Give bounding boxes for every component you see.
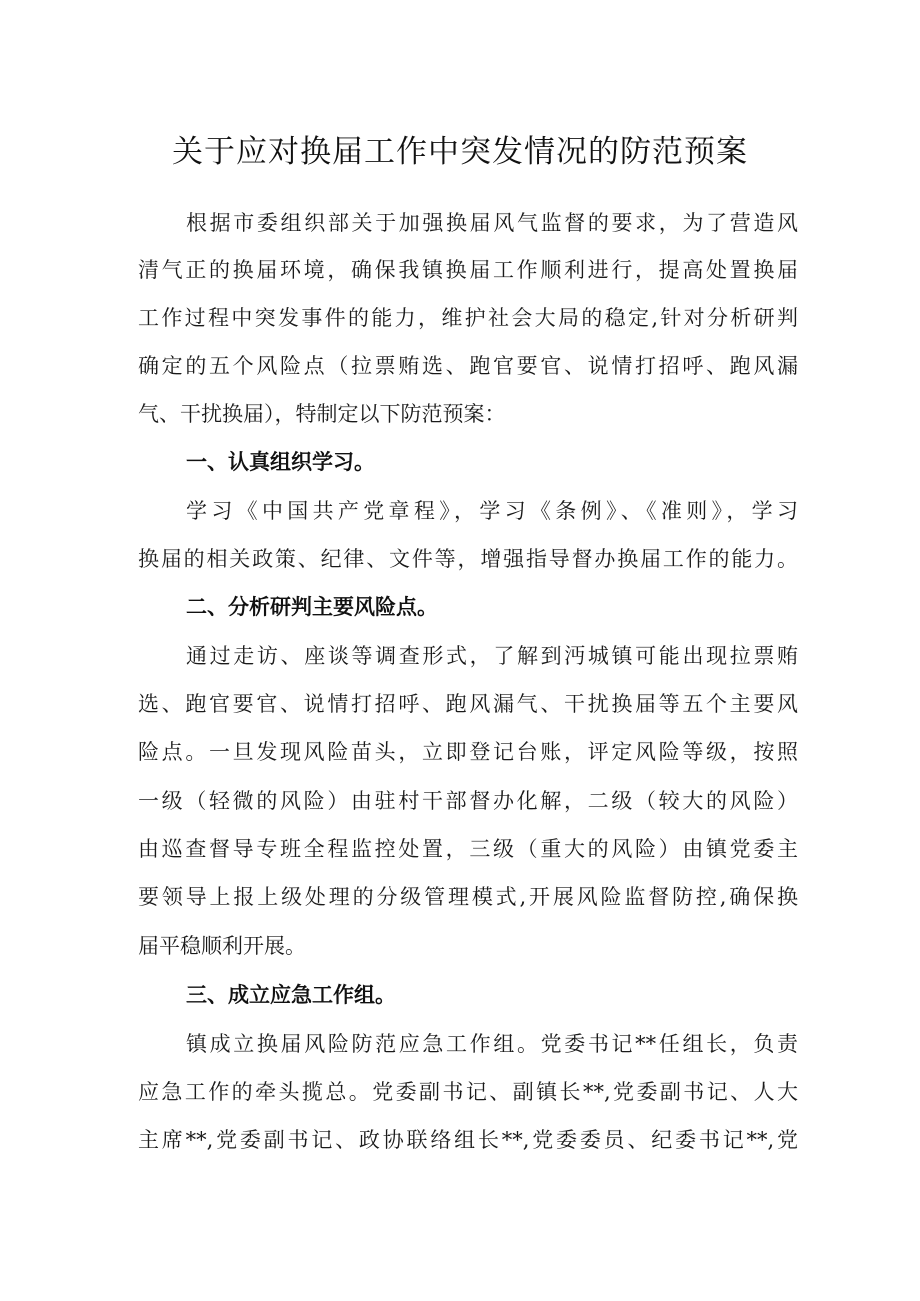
section-line: 主席**,党委副书记、政协联络组长**,党委委员、纪委书记**,党 xyxy=(138,1128,798,1152)
section-line: 选、跑官要官、说情打招呼、跑风漏气、干扰换届等五个主要风 xyxy=(138,692,798,716)
section-heading: 二、分析研判主要风险点。 xyxy=(186,595,438,619)
intro-line: 清气正的换届环境，确保我镇换届工作顺利进行，提高处置换届 xyxy=(138,258,798,282)
section-line: 通过走访、座谈等调查形式，了解到沔城镇可能出现拉票贿 xyxy=(186,644,798,668)
intro-line: 气、干扰换届），特制定以下防范预案： xyxy=(138,402,506,426)
section-line: 换届的相关政策、纪律、文件等，增强指导督办换届工作的能力。 xyxy=(138,547,798,571)
section-line: 险点。一旦发现风险苗头，立即登记台账，评定风险等级，按照 xyxy=(138,740,798,764)
section-line: 镇成立换届风险防范应急工作组。党委书记**任组长，负责 xyxy=(186,1032,798,1056)
section-line: 应急工作的牵头揽总。党委副书记、副镇长**,党委副书记、人大 xyxy=(138,1080,798,1104)
section-heading: 三、成立应急工作组。 xyxy=(186,983,396,1007)
intro-line: 确定的五个风险点（拉票贿选、跑官要官、说情打招呼、跑风漏 xyxy=(138,354,798,378)
section-heading: 一、认真组织学习。 xyxy=(186,450,375,474)
intro-line: 工作过程中突发事件的能力，维护社会大局的稳定,针对分析研判 xyxy=(138,306,798,330)
section-line: 学习《中国共产党章程》，学习《条例》、《准则》，学习 xyxy=(186,499,798,523)
section-line: 由巡查督导专班全程监控处置，三级（重大的风险）由镇党委主 xyxy=(138,837,798,861)
section-line: 要领导上报上级处理的分级管理模式,开展风险监督防控,确保换 xyxy=(138,885,798,909)
document-title: 关于应对换届工作中突发情况的防范预案 xyxy=(172,134,748,170)
section-line: 一级（轻微的风险）由驻村干部督办化解，二级（较大的风险） xyxy=(138,789,798,813)
intro-line: 根据市委组织部关于加强换届风气监督的要求，为了营造风 xyxy=(186,211,798,235)
section-line: 届平稳顺利开展。 xyxy=(138,934,306,958)
